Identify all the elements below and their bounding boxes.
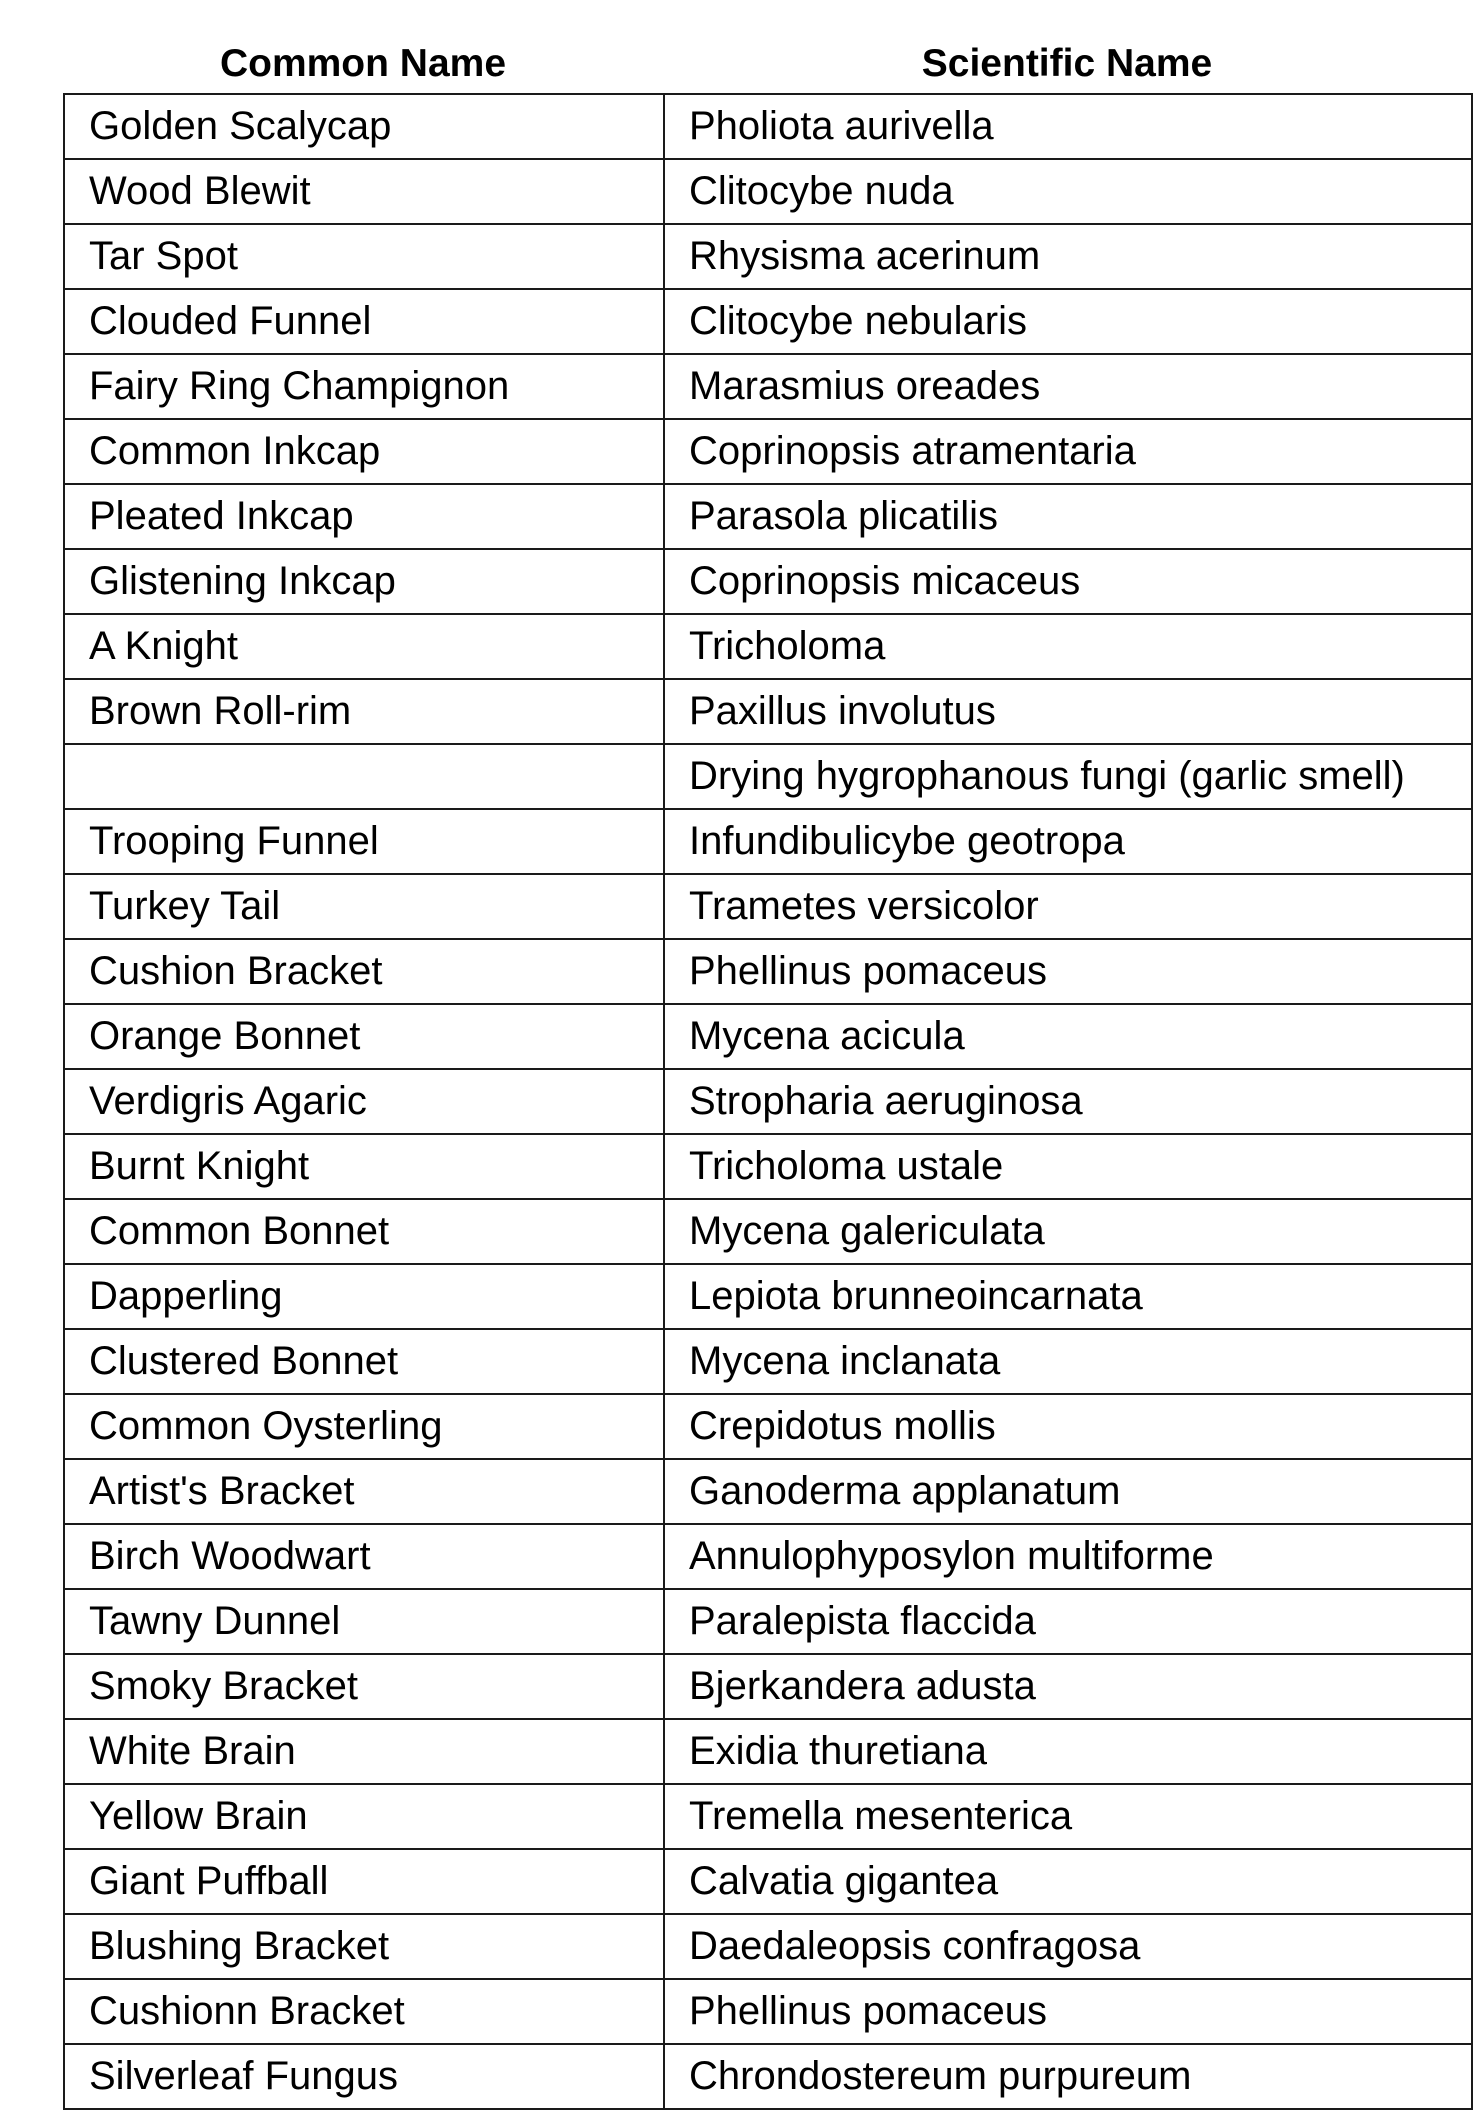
scientific-name-cell: Marasmius oreades: [664, 354, 1472, 419]
table-row: [64, 289, 1472, 354]
scientific-name-cell: Trametes versicolor: [664, 874, 1472, 939]
scientific-name-cell: Tricholoma: [664, 614, 1472, 679]
species-table: [63, 93, 1473, 2110]
scientific-name-cell: Paralepista flaccida: [664, 1589, 1472, 1654]
table-row: [64, 874, 1472, 939]
scientific-name-cell: Phellinus pomaceus: [664, 939, 1472, 1004]
table-row: [64, 1979, 1472, 2044]
scientific-name-cell: Phellinus pomaceus: [664, 1979, 1472, 2044]
scientific-name-cell: Paxillus involutus: [664, 679, 1472, 744]
common-name-cell: Turkey Tail: [64, 874, 664, 939]
common-name-cell: Artist's Bracket: [64, 1459, 664, 1524]
table-row: [64, 94, 1472, 159]
common-name-cell: Clustered Bonnet: [64, 1329, 664, 1394]
scientific-name-cell: Stropharia aeruginosa: [664, 1069, 1472, 1134]
common-name-cell: Birch Woodwart: [64, 1524, 664, 1589]
scientific-name-cell: Tremella mesenterica: [664, 1784, 1472, 1849]
scientific-name-cell: Mycena acicula: [664, 1004, 1472, 1069]
scientific-name-cell: Daedaleopsis confragosa: [664, 1914, 1472, 1979]
table-row: [64, 159, 1472, 224]
scientific-name-cell: Mycena inclanata: [664, 1329, 1472, 1394]
scientific-name-cell: Coprinopsis atramentaria: [664, 419, 1472, 484]
common-name-cell: Common Oysterling: [64, 1394, 664, 1459]
common-name-cell: Cushion Bracket: [64, 939, 664, 1004]
table-row: [64, 1329, 1472, 1394]
table-row: [64, 354, 1472, 419]
table-row: [64, 1004, 1472, 1069]
table-row: [64, 1784, 1472, 1849]
common-name-cell: Verdigris Agaric: [64, 1069, 664, 1134]
table-header: [63, 35, 1471, 93]
scientific-name-cell: Clitocybe nuda: [664, 159, 1472, 224]
table-row: [64, 1394, 1472, 1459]
table-row: [64, 1264, 1472, 1329]
scientific-name-cell: Parasola plicatilis: [664, 484, 1472, 549]
common-name-cell: Giant Puffball: [64, 1849, 664, 1914]
table-row: [64, 1719, 1472, 1784]
table-row: [64, 549, 1472, 614]
table-row: [64, 1134, 1472, 1199]
common-name-cell: Cushionn Bracket: [64, 1979, 664, 2044]
table-row: [64, 1459, 1472, 1524]
table-row: [64, 1849, 1472, 1914]
table-row: [64, 1524, 1472, 1589]
table-row: [64, 2044, 1472, 2109]
scientific-name-cell: Calvatia gigantea: [664, 1849, 1472, 1914]
common-name-cell: Wood Blewit: [64, 159, 664, 224]
table-row: [64, 1654, 1472, 1719]
scientific-name-cell: Lepiota brunneoincarnata: [664, 1264, 1472, 1329]
table-row: [64, 744, 1472, 809]
table-row: [64, 484, 1472, 549]
common-name-cell: Common Bonnet: [64, 1199, 664, 1264]
header-common-name: Common Name: [219, 42, 507, 85]
scientific-name-cell: Bjerkandera adusta: [664, 1654, 1472, 1719]
table-row: [64, 809, 1472, 874]
common-name-cell: Smoky Bracket: [64, 1654, 664, 1719]
common-name-cell: Trooping Funnel: [64, 809, 664, 874]
common-name-cell: Tar Spot: [64, 224, 664, 289]
common-name-cell: Blushing Bracket: [64, 1914, 664, 1979]
scientific-name-cell: Coprinopsis micaceus: [664, 549, 1472, 614]
scientific-name-cell: Chrondostereum purpureum: [664, 2044, 1472, 2109]
scientific-name-cell: Exidia thuretiana: [664, 1719, 1472, 1784]
common-name-cell: Pleated Inkcap: [64, 484, 664, 549]
table-row: [64, 679, 1472, 744]
scientific-name-cell: Infundibulicybe geotropa: [664, 809, 1472, 874]
table-row: [64, 614, 1472, 679]
table-row: [64, 419, 1472, 484]
scientific-name-cell: Mycena galericulata: [664, 1199, 1472, 1264]
header-scientific-name: Scientific Name: [921, 42, 1213, 85]
common-name-cell: Glistening Inkcap: [64, 549, 664, 614]
common-name-cell: Golden Scalycap: [64, 94, 664, 159]
common-name-cell: [64, 744, 664, 809]
scientific-name-cell: Pholiota aurivella: [664, 94, 1472, 159]
table-row: [64, 939, 1472, 1004]
scientific-name-cell: Rhysisma acerinum: [664, 224, 1472, 289]
common-name-cell: Fairy Ring Champignon: [64, 354, 664, 419]
common-name-cell: A Knight: [64, 614, 664, 679]
common-name-cell: Tawny Dunnel: [64, 1589, 664, 1654]
common-name-cell: Orange Bonnet: [64, 1004, 664, 1069]
scientific-name-cell: Ganoderma applanatum: [664, 1459, 1472, 1524]
common-name-cell: Dapperling: [64, 1264, 664, 1329]
table-row: [64, 1589, 1472, 1654]
scientific-name-cell: Annulophyposylon multiforme: [664, 1524, 1472, 1589]
common-name-cell: Clouded Funnel: [64, 289, 664, 354]
common-name-cell: Common Inkcap: [64, 419, 664, 484]
common-name-cell: Brown Roll-rim: [64, 679, 664, 744]
species-table-body: [64, 94, 1472, 2109]
scientific-name-cell: Drying hygrophanous fungi (garlic smell): [664, 744, 1472, 809]
scientific-name-cell: Clitocybe nebularis: [664, 289, 1472, 354]
common-name-cell: Yellow Brain: [64, 1784, 664, 1849]
table-row: [64, 1069, 1472, 1134]
table-row: [64, 224, 1472, 289]
scientific-name-cell: Tricholoma ustale: [664, 1134, 1472, 1199]
common-name-cell: Burnt Knight: [64, 1134, 664, 1199]
common-name-cell: White Brain: [64, 1719, 664, 1784]
common-name-cell: Silverleaf Fungus: [64, 2044, 664, 2109]
table-row: [64, 1914, 1472, 1979]
scientific-name-cell: Crepidotus mollis: [664, 1394, 1472, 1459]
table-row: [64, 1199, 1472, 1264]
